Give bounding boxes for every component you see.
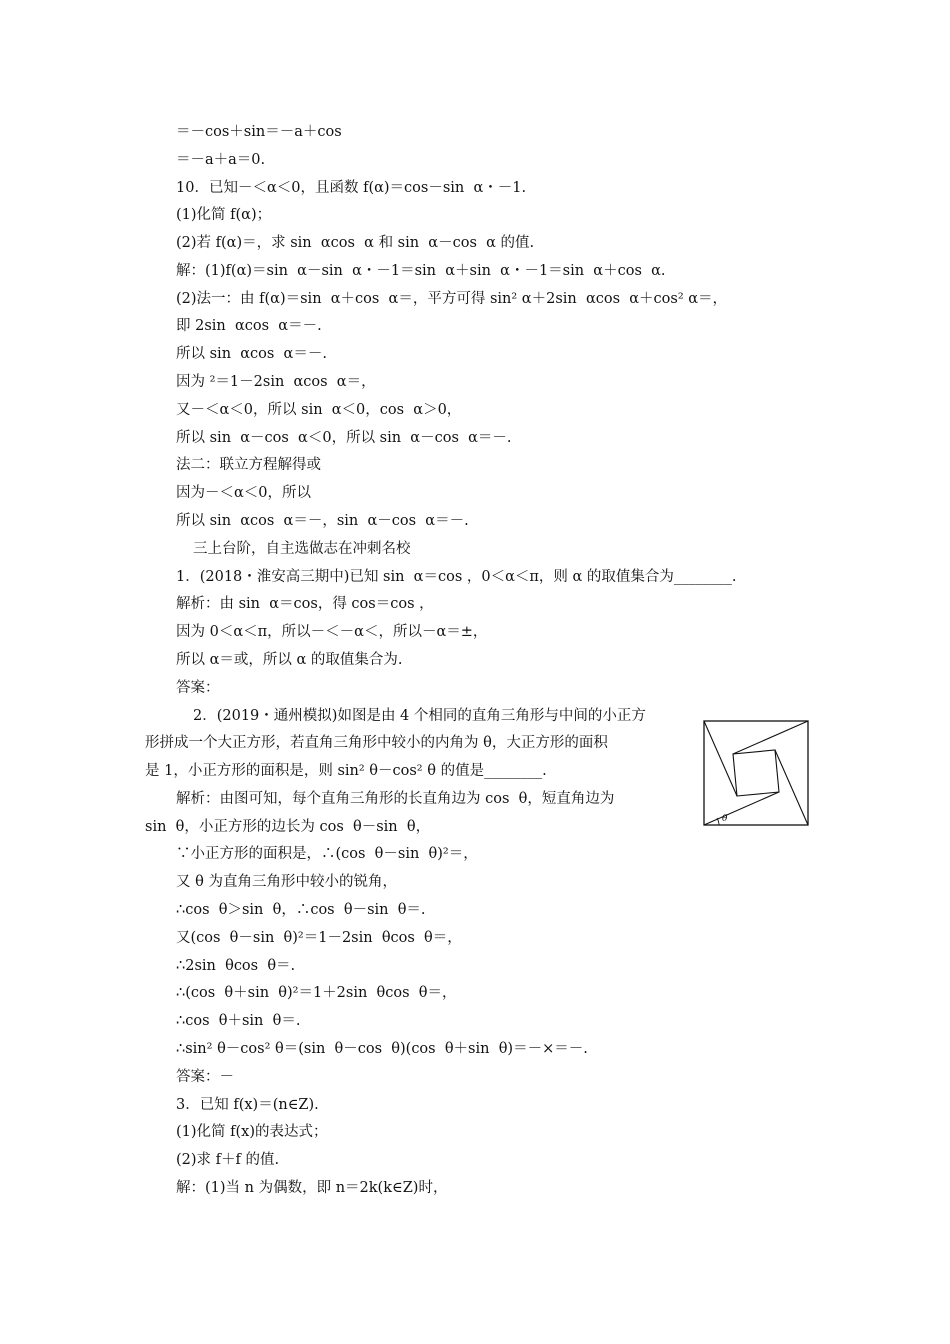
triangle-edge <box>733 721 808 754</box>
answer-line: 答案：－ <box>176 1069 234 1085</box>
text-line: (1)化简 f(x)的表达式； <box>176 1124 328 1140</box>
section-heading: 三上台阶，自主选做志在冲刺名校 <box>193 541 411 557</box>
square-diagram <box>703 720 809 826</box>
text-line: (2)若 f(α)＝，求 sin αcos α 和 sin α－cos α 的值. <box>176 235 535 251</box>
text-line: sin θ，小正方形的边长为 cos θ－sin θ， <box>145 819 431 835</box>
triangle-edge <box>704 721 737 796</box>
text-line: ＝－cos＋sin＝－a＋cos <box>176 124 342 140</box>
text-line: 又－＜α＜0，所以 sin α＜0，cos α＞0， <box>176 402 462 418</box>
text-line: 所以 sin αcos α＝－，sin α－cos α＝－. <box>176 513 469 529</box>
text-line: 因为 ²＝1－2sin αcos α＝， <box>176 374 376 390</box>
text-line: 解：(1)当 n 为偶数，即 n＝2k(k∈Z)时， <box>176 1180 448 1196</box>
text-line: 所以 α＝或，所以 α 的取值集合为. <box>176 652 403 668</box>
text-line: 解析：由 sin α＝cos，得 cos＝cos ， <box>176 596 434 612</box>
text-line: ∴cos θ＋sin θ＝. <box>176 1013 301 1029</box>
text-line: 即 2sin αcos α＝－. <box>176 318 322 334</box>
angle-label: θ <box>722 814 728 824</box>
problem-2-heading: 2．(2019・通州模拟)如图是由 4 个相同的直角三角形与中间的小正方 <box>193 708 646 724</box>
text-line: ∴sin² θ－cos² θ＝(sin θ－cos θ)(cos θ＋sin θ)＝－×＝－. <box>176 1041 588 1057</box>
text-line: 又 θ 为直角三角形中较小的锐角， <box>176 874 397 890</box>
text-line: 所以 sin α－cos α＜0，所以 sin α－cos α＝－. <box>176 430 512 446</box>
text-line: 解：(1)f(α)＝sin α－sin α・－1＝sin α＋sin α・－1＝sin α＋cos α. <box>176 263 666 279</box>
text-line: (2)法一：由 f(α)＝sin α＋cos α＝，平方可得 sin² α＋2sin αcos α＋cos² α＝， <box>176 291 728 307</box>
answer-line: 答案： <box>176 680 220 696</box>
text-line: ＝－a＋a＝0. <box>176 152 266 168</box>
frame <box>704 721 808 825</box>
text-line: 因为 0＜α＜π，所以－＜－α＜，所以－α＝±， <box>176 624 488 640</box>
text-line: (1)化简 f(α)； <box>176 207 272 223</box>
text-line: ∵小正方形的面积是，∴(cos θ－sin θ)²＝， <box>176 846 478 862</box>
small-square <box>733 750 779 796</box>
text-line: 又(cos θ－sin θ)²＝1－2sin θcos θ＝， <box>176 930 462 946</box>
big-square <box>704 721 808 825</box>
problem-10-heading: 10．已知－＜α＜0，且函数 f(α)＝cos－sin α・－1. <box>176 180 527 196</box>
text-line: 法二：联立方程解得或 <box>176 457 321 473</box>
text-line: (2)求 f＋f 的值. <box>176 1152 280 1168</box>
text-line: ∴2sin θcos θ＝. <box>176 958 296 974</box>
text-line: 形拼成一个大正方形，若直角三角形中较小的内角为 θ，大正方形的面积 <box>145 735 608 751</box>
text-line: 所以 sin αcos α＝－. <box>176 346 327 362</box>
text-line: 解析：由图可知，每个直角三角形的长直角边为 cos θ，短直角边为 <box>176 791 615 807</box>
text-line: ∴(cos θ＋sin θ)²＝1＋2sin θcos θ＝， <box>176 985 457 1001</box>
text-line: ∴cos θ＞sin θ，∴cos θ－sin θ＝. <box>176 902 426 918</box>
text-line: 是 1，小正方形的面积是，则 sin² θ－cos² θ 的值是________. <box>145 763 547 779</box>
text-line: 因为－＜α＜0，所以 <box>176 485 312 501</box>
problem-1-heading: 1．(2018・淮安高三期中)已知 sin α＝cos ，0＜α＜π，则 α 的取值集合为________. <box>176 569 737 585</box>
triangle-edge <box>775 750 808 825</box>
triangle-edge <box>704 792 779 825</box>
problem-3-heading: 3．已知 f(x)＝(n∈Z). <box>176 1097 319 1113</box>
